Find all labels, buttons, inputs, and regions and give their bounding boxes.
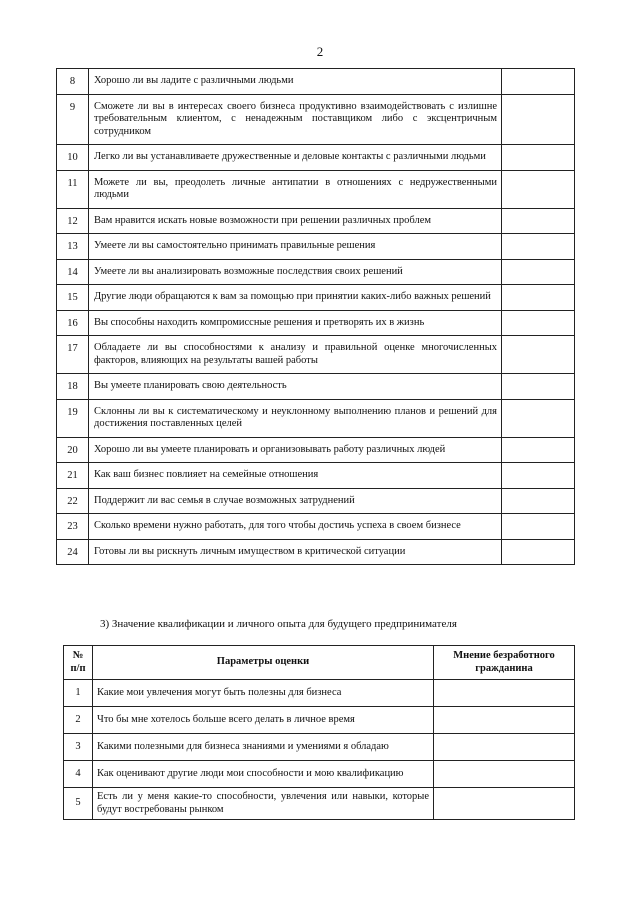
row-number: 12	[57, 208, 89, 234]
row-number: 22	[57, 488, 89, 514]
table-row	[64, 734, 575, 761]
question-text: Можете ли вы, преодолеть личные антипатии в отношениях с недружественными людьми	[89, 170, 502, 208]
table-row	[57, 539, 575, 565]
row-number: 24	[57, 539, 89, 565]
table-row	[57, 285, 575, 311]
question-text: Что бы мне хотелось больше всего делать в личное время	[93, 707, 434, 734]
question-text: Хорошо ли вы ладите с различными людьми	[89, 69, 502, 95]
answer-cell[interactable]	[434, 707, 575, 734]
question-text: Склонны ли вы к систематическому и неуклонному выполнению планов и решений для достижения поставленных целей	[89, 399, 502, 437]
answer-cell[interactable]	[502, 336, 575, 374]
question-text: Как оценивают другие люди мои способности и мою квалификацию	[93, 761, 434, 788]
table-row	[57, 463, 575, 489]
header-opinion: Мнение безработного гражданина	[434, 646, 575, 680]
answer-cell[interactable]	[434, 761, 575, 788]
answer-cell[interactable]	[502, 94, 575, 145]
question-text: Сможете ли вы в интересах своего бизнеса продуктивно взаимодействовать с излишне требовательным клиентом, с ненадежным поставщиком либо с эксцентричным сотрудником	[89, 94, 502, 145]
answer-cell[interactable]	[502, 463, 575, 489]
qualification-table	[63, 645, 575, 820]
table-row	[57, 514, 575, 540]
table-row	[57, 336, 575, 374]
table-row	[57, 310, 575, 336]
row-number: 10	[57, 145, 89, 171]
row-number: 2	[64, 707, 93, 734]
answer-cell[interactable]	[502, 539, 575, 565]
answer-cell[interactable]	[502, 514, 575, 540]
page-number: 2	[316, 44, 324, 59]
question-text: Легко ли вы устанавливаете дружественные и деловые контакты с различными людьми	[89, 145, 502, 171]
row-number: 13	[57, 234, 89, 260]
question-text: Есть ли у меня какие-то способности, увлечения или навыки, которые будут востребованы рынком	[93, 788, 434, 820]
answer-cell[interactable]	[502, 437, 575, 463]
question-text: Вам нравится искать новые возможности при решении различных проблем	[89, 208, 502, 234]
table-row	[57, 94, 575, 145]
row-number: 3	[64, 734, 93, 761]
question-text: Другие люди обращаются к вам за помощью при принятии каких-либо важных решений	[89, 285, 502, 311]
answer-cell[interactable]	[502, 208, 575, 234]
table-row	[57, 488, 575, 514]
answer-cell[interactable]	[502, 170, 575, 208]
question-text: Вы умеете планировать свою деятельность	[89, 374, 502, 400]
answer-cell[interactable]	[434, 680, 575, 707]
table-row	[64, 788, 575, 820]
row-number: 16	[57, 310, 89, 336]
row-number: 15	[57, 285, 89, 311]
row-number: 20	[57, 437, 89, 463]
row-number: 9	[57, 94, 89, 145]
row-number: 17	[57, 336, 89, 374]
question-text: Умеете ли вы самостоятельно принимать правильные решения	[89, 234, 502, 260]
row-number: 8	[57, 69, 89, 95]
answer-cell[interactable]	[502, 310, 575, 336]
header-params: Параметры оценки	[93, 646, 434, 680]
table-row	[64, 707, 575, 734]
table-row	[57, 259, 575, 285]
question-text: Умеете ли вы анализировать возможные последствия своих решений	[89, 259, 502, 285]
table-row	[57, 437, 575, 463]
answer-cell[interactable]	[502, 234, 575, 260]
answer-cell[interactable]	[434, 788, 575, 820]
questionnaire-table-continued	[56, 68, 575, 565]
header-num: № п/п	[64, 646, 93, 680]
table-row	[57, 170, 575, 208]
table-row	[64, 761, 575, 788]
section-3-title: 3) Значение квалификации и личного опыта для будущего предпринимателя	[100, 618, 457, 630]
row-number: 23	[57, 514, 89, 540]
answer-cell[interactable]	[502, 259, 575, 285]
row-number: 18	[57, 374, 89, 400]
table-row	[57, 208, 575, 234]
table-row	[57, 234, 575, 260]
table-row	[64, 680, 575, 707]
answer-cell[interactable]	[434, 734, 575, 761]
row-number: 19	[57, 399, 89, 437]
question-text: Как ваш бизнес повлияет на семейные отношения	[89, 463, 502, 489]
row-number: 14	[57, 259, 89, 285]
question-text: Вы способны находить компромиссные решения и претворять их в жизнь	[89, 310, 502, 336]
question-text: Поддержит ли вас семья в случае возможных затруднений	[89, 488, 502, 514]
question-text: Хорошо ли вы умеете планировать и организовывать работу различных людей	[89, 437, 502, 463]
answer-cell[interactable]	[502, 69, 575, 95]
answer-cell[interactable]	[502, 488, 575, 514]
answer-cell[interactable]	[502, 145, 575, 171]
row-number: 4	[64, 761, 93, 788]
row-number: 1	[64, 680, 93, 707]
question-text: Какими полезными для бизнеса знаниями и умениями я обладаю	[93, 734, 434, 761]
table-row	[57, 69, 575, 95]
row-number: 21	[57, 463, 89, 489]
table-row	[57, 374, 575, 400]
table-row	[57, 399, 575, 437]
question-text: Готовы ли вы рискнуть личным имуществом в критической ситуации	[89, 539, 502, 565]
question-text: Сколько времени нужно работать, для того чтобы достичь успеха в своем бизнесе	[89, 514, 502, 540]
table-row	[57, 145, 575, 171]
answer-cell[interactable]	[502, 285, 575, 311]
answer-cell[interactable]	[502, 374, 575, 400]
question-text: Обладаете ли вы способностями к анализу и правильной оценке многочисленных факторов, влияющих на результаты вашей работы	[89, 336, 502, 374]
row-number: 11	[57, 170, 89, 208]
answer-cell[interactable]	[502, 399, 575, 437]
question-text: Какие мои увлечения могут быть полезны для бизнеса	[93, 680, 434, 707]
row-number: 5	[64, 788, 93, 820]
